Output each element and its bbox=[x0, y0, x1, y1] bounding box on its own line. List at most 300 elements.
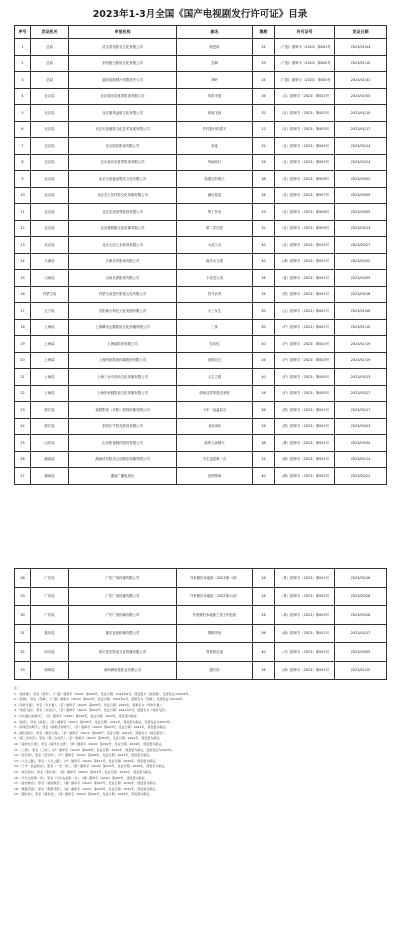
table-row bbox=[15, 72, 387, 89]
cell-index: 6 bbox=[15, 121, 31, 138]
cell-applicant: 湖南快乐阳光互动娱乐传媒有限公司 bbox=[69, 451, 177, 468]
note-line: 17.《爱的勋章》，原名《爱的勋章》，（湘）剧审字（2022）第007号，发证日期：2022年，现变更为新证。 bbox=[14, 781, 159, 786]
cell-date: 2023/01/19 bbox=[335, 336, 387, 353]
table-row bbox=[15, 204, 387, 221]
cell-index: 14 bbox=[15, 253, 31, 270]
cell-applicant: 上海三台代时尚文化传媒有限公司 bbox=[69, 369, 177, 386]
cell-applicant: 山西长源影视有限公司 bbox=[69, 270, 177, 287]
cell-license-no: （京）剧审字（2023）第009号 bbox=[275, 220, 335, 237]
cell-title: 莽岭 bbox=[177, 72, 253, 89]
cell-index: 31 bbox=[15, 624, 31, 643]
cell-applicant: 四川星空影视文化传媒有限公司 bbox=[69, 643, 177, 662]
cell-applicant: 天津乐华影视有限公司 bbox=[69, 253, 177, 270]
cell-license-no: （广剧）剧审字（2023）第003号 bbox=[275, 72, 335, 89]
cell-date: 2023/03/27 bbox=[335, 385, 387, 402]
cell-authority: 四川局 bbox=[31, 643, 69, 662]
note-line: 1.《他是谁》，原名《孤军》，（广剧）剧审字（2022）第006号，发证日期：2022年6月，现变更为《他是谁》，变更发证为2023年。 bbox=[14, 691, 192, 696]
cell-authority: 北京局 bbox=[31, 237, 69, 254]
table-row bbox=[15, 402, 387, 419]
cell-index: 4 bbox=[15, 88, 31, 105]
note-line: 12.《安乐传》，原名《安乐传》，（沪）剧审字（2021）第009号，发证日期：2021年，现变更为新证。 bbox=[14, 753, 153, 758]
cell-title: 漫长的 bbox=[177, 661, 253, 680]
cell-title: 特工任务 bbox=[177, 204, 253, 221]
cell-index: 21 bbox=[15, 369, 31, 386]
cell-index: 18 bbox=[15, 319, 31, 336]
cell-authority: 北京局 bbox=[31, 88, 69, 105]
note-line: 16.《今生也是第一次》，原名《今生也是第一次》，（湘）剧审字（2022）第003号，现变更为新证。 bbox=[14, 775, 148, 780]
cell-license-no: （广剧）剧审字（2023）第002号 bbox=[275, 55, 335, 72]
cell-date: 2023/02/24 bbox=[335, 154, 387, 171]
table-row bbox=[15, 105, 387, 122]
cell-date: 2023/03/28 bbox=[335, 587, 387, 606]
cell-date: 2023/01/17 bbox=[335, 121, 387, 138]
note-line: 10.《南洋女儿情》，原名《南洋女儿情》，（津）剧审字（2019）第002号，发证日期：2019年，现变更为新证。 bbox=[14, 741, 165, 746]
cell-license-no: （沪）剧审字（2023）第001号 bbox=[275, 319, 335, 336]
cell-date: 2023/03/09 bbox=[335, 643, 387, 662]
cell-license-no: （蒙）剧审字（2023）第001号 bbox=[275, 286, 335, 303]
cell-date: 2023/03/30 bbox=[335, 435, 387, 452]
cell-license-no: （晋）剧审字（2023）第001号 bbox=[275, 270, 335, 287]
cell-license-no: （湘）剧审字（2023）第001号 bbox=[275, 451, 335, 468]
cell-applicant: 广东广视传媒有限公司 bbox=[69, 606, 177, 625]
cell-applicant: 广东广视传媒有限公司 bbox=[69, 587, 177, 606]
cell-title: 南洋女儿情 bbox=[177, 253, 253, 270]
cell-title: 人生之路 bbox=[177, 369, 253, 386]
cell-authority: 上海局 bbox=[31, 352, 69, 369]
cell-applicant: 重庆亚视传媒有限公司 bbox=[69, 624, 177, 643]
table-row bbox=[15, 643, 387, 662]
cell-title: 三体 bbox=[177, 319, 253, 336]
cell-license-no: （川）剧审字（2023）第001号 bbox=[275, 643, 335, 662]
table-row bbox=[15, 237, 387, 254]
cell-authority: 广东局 bbox=[31, 606, 69, 625]
cell-date: 2023/03/09 bbox=[335, 187, 387, 204]
cell-authority: 深圳局 bbox=[31, 661, 69, 680]
cell-license-no: （京）剧审字（2023）第001号 bbox=[275, 88, 335, 105]
cell-license-no: （沪）剧审字（2023）第004号 bbox=[275, 369, 335, 386]
cell-index: 23 bbox=[15, 402, 31, 419]
note-line: 7.《如果还有明天》，原名《如果还有明天》，（京）剧审字（2022）第023号，发证日期：2022年，现变更为新证。 bbox=[14, 725, 169, 730]
note-line: 注： bbox=[14, 686, 21, 690]
cell-authority: 北京局 bbox=[31, 154, 69, 171]
cell-date: 2023/02/17 bbox=[335, 402, 387, 419]
cell-date: 2023/01/31 bbox=[335, 72, 387, 89]
cell-index: 10 bbox=[15, 187, 31, 204]
license-table bbox=[14, 25, 387, 485]
cell-episodes: 26 bbox=[253, 154, 275, 171]
cell-episodes: 16 bbox=[253, 385, 275, 402]
cell-title: 如果还有明天 bbox=[177, 171, 253, 188]
cell-episodes: 26 bbox=[253, 352, 275, 369]
cell-episodes: 40 bbox=[253, 369, 275, 386]
table-row bbox=[15, 303, 387, 320]
cell-episodes: 24 bbox=[253, 451, 275, 468]
note-line: 19.《漫长的》，原名《漫长的》，（深）剧审字（2022）第002号，发证日期：2022年，现变更为新证。 bbox=[14, 792, 153, 797]
cell-episodes: 32 bbox=[253, 220, 275, 237]
cell-title: 风吹半夏 bbox=[177, 88, 253, 105]
header-authority: 发证机关 bbox=[31, 26, 69, 39]
cell-title: 雾路邻里 bbox=[177, 624, 253, 643]
table-row bbox=[15, 661, 387, 680]
table-row bbox=[15, 624, 387, 643]
cell-episodes: 40 bbox=[253, 237, 275, 254]
header-date: 发证日期 bbox=[335, 26, 387, 39]
table-row bbox=[15, 435, 387, 452]
cell-title: 外来媳妇本地郎之牧子的危机 bbox=[177, 606, 253, 625]
table-row bbox=[15, 468, 387, 485]
cell-authority: 湖南局 bbox=[31, 451, 69, 468]
cell-license-no: （京）剧审字（2023）第004号 bbox=[275, 138, 335, 155]
cell-date: 2023/01/20 bbox=[335, 661, 387, 680]
cell-date: 2023/02/16 bbox=[335, 569, 387, 588]
table-row bbox=[15, 385, 387, 402]
cell-authority: 北京局 bbox=[31, 171, 69, 188]
cell-index: 13 bbox=[15, 237, 31, 254]
cell-license-no: （京）剧审字（2023）第003号 bbox=[275, 121, 335, 138]
cell-index: 22 bbox=[15, 385, 31, 402]
cell-license-no: （沪）剧审字（2023）第002号 bbox=[275, 336, 335, 353]
cell-authority: 总局 bbox=[31, 72, 69, 89]
cell-authority: 北京局 bbox=[31, 105, 69, 122]
cell-episodes: 12 bbox=[253, 121, 275, 138]
cell-title: 我的人间烟火 bbox=[177, 435, 253, 452]
cell-applicant: 上海那影视有限公司 bbox=[69, 336, 177, 353]
cell-title: 前夜 bbox=[177, 138, 253, 155]
table-row bbox=[15, 121, 387, 138]
cell-authority: 北京局 bbox=[31, 121, 69, 138]
cell-index: 2 bbox=[15, 55, 31, 72]
cell-applicant: 上海所影影视传媒股份有限公司 bbox=[69, 352, 177, 369]
note-line: 18.《雾路邻里》，原名《雾都邻里》，（渝）剧审字（2021）第003号，发证日期：2021年，现变更为新证。 bbox=[14, 786, 159, 791]
cell-authority: 总局 bbox=[31, 39, 69, 56]
table-row bbox=[15, 253, 387, 270]
cell-authority: 北京局 bbox=[31, 204, 69, 221]
cell-episodes: 30 bbox=[253, 319, 275, 336]
cell-authority: 天津局 bbox=[31, 253, 69, 270]
cell-authority: 上海局 bbox=[31, 336, 69, 353]
cell-license-no: （广剧）剧审字（2023）第001号 bbox=[275, 39, 335, 56]
cell-index: 12 bbox=[15, 220, 31, 237]
cell-license-no: （京）剧审字（2023）第007号 bbox=[275, 187, 335, 204]
cell-title: 请和这样的我恋爱吧 bbox=[177, 385, 253, 402]
cell-episodes: 36 bbox=[253, 661, 275, 680]
cell-episodes: 29 bbox=[253, 204, 275, 221]
table-row bbox=[15, 587, 387, 606]
cell-index: 16 bbox=[15, 286, 31, 303]
cell-authority: 辽宁局 bbox=[31, 303, 69, 320]
cell-license-no: （辽）剧审字（2023）第001号 bbox=[275, 303, 335, 320]
cell-title: 外来媳妇本地郎（2022第六部） bbox=[177, 587, 253, 606]
cell-applicant: 北京凯乐影视有限公司 bbox=[69, 138, 177, 155]
table-row bbox=[15, 154, 387, 171]
cell-index: 33 bbox=[15, 661, 31, 680]
cell-index: 19 bbox=[15, 336, 31, 353]
cell-authority: 北京局 bbox=[31, 220, 69, 237]
cell-title: 欢庭飞扬 bbox=[177, 105, 253, 122]
cell-applicant: 湖北电影制片有限责任公司 bbox=[69, 72, 177, 89]
cell-episodes: 34 bbox=[253, 286, 275, 303]
cell-title: 安乐传 bbox=[177, 336, 253, 353]
cell-applicant: 北京大河之水影视有限公司 bbox=[69, 237, 177, 254]
cell-date: 2023/02/17 bbox=[335, 624, 387, 643]
cell-index: 27 bbox=[15, 468, 31, 485]
cell-applicant: 东阳留白影视文化有限公司 bbox=[69, 55, 177, 72]
note-line: 2.《狂飙》，原名《狂飙》，（广剧）剧审字（2022）第010号，发证日期：2022年9月，现更名为《狂飙》，变更发证为2023年。 bbox=[14, 697, 186, 702]
cell-applicant: 上海好家剧影视文化传媒有限公司 bbox=[69, 385, 177, 402]
cell-title: 于成龙大成 bbox=[177, 270, 253, 287]
cell-authority: 上海局 bbox=[31, 385, 69, 402]
cell-license-no: （粤）剧审字（2023）第003号 bbox=[275, 606, 335, 625]
cell-title: 狂飙 bbox=[177, 55, 253, 72]
cell-title: 他是谁 bbox=[177, 39, 253, 56]
cell-title: 爱的勋章 bbox=[177, 468, 253, 485]
note-line: 3.《风吹半夏》，原名《许半夏》，（京）剧审字（2020）第005号，发证日期：2020年，现更名为《风吹半夏》。 bbox=[14, 702, 164, 707]
table-row bbox=[15, 171, 387, 188]
cell-applicant: 沈阳城大科技文化发展有限公司 bbox=[69, 303, 177, 320]
note-line: 15.《欢乐颂4》，原名《欢乐颂》，（浙）剧审字（2020）第015号，发证日期：2020年，现变更为新证。 bbox=[14, 769, 155, 774]
cell-authority: 湖南局 bbox=[31, 468, 69, 485]
note-line: 14.《十年一品温如言》，原名《一生一世》，（浙）剧审字（2019）第037号，发证日期：2019年，现更名为新证。 bbox=[14, 764, 168, 769]
cell-authority: 山东局 bbox=[31, 435, 69, 452]
table-row bbox=[15, 319, 387, 336]
cell-applicant: 北京天浩盛世娱乐文化有限公司 bbox=[69, 171, 177, 188]
table-row bbox=[15, 88, 387, 105]
table-row bbox=[15, 569, 387, 588]
cell-date: 2023/02/22 bbox=[335, 468, 387, 485]
notes-section bbox=[14, 686, 386, 798]
cell-applicant: 北京瑞风远航文化有限公司 bbox=[69, 105, 177, 122]
cell-applicant: 山东影视制作股份有限公司 bbox=[69, 435, 177, 452]
table-body bbox=[15, 39, 387, 485]
cell-index: 28 bbox=[15, 569, 31, 588]
note-line: 9.《第二次初恋》，原名《第二次初恋》，（京）剧审字（2022）第004号，发证日期：2022年，现变更为新证。 bbox=[14, 736, 163, 741]
cell-authority: 重庆局 bbox=[31, 624, 69, 643]
cell-title: 青春的足迹 bbox=[177, 643, 253, 662]
cell-date: 2023/03/27 bbox=[335, 237, 387, 254]
note-line: 5.《乡村振兴的春天》，（京）剧审字（2022）第018号，发证日期：2022年，现变更为新证。 bbox=[14, 713, 140, 718]
note-line: 8.《满目星辰》，原名《星辰大海》，（京）剧审字（2021）第006号，发证日期：2021年，现更名为《满目星辰》。 bbox=[14, 730, 167, 735]
cell-title: 大河之水 bbox=[177, 237, 253, 254]
cell-episodes: 16 bbox=[253, 587, 275, 606]
cell-applicant: 北京欢乐奕世界影视有限公司 bbox=[69, 154, 177, 171]
cell-index: 30 bbox=[15, 606, 31, 625]
cell-license-no: （京）剧审字（2023）第002号 bbox=[275, 105, 335, 122]
cell-authority: 山西局 bbox=[31, 270, 69, 287]
cell-date: 2023/01/10 bbox=[335, 319, 387, 336]
cell-license-no: （京）剧审字（2023）第008号 bbox=[275, 204, 335, 221]
cell-license-no: （粤）剧审字（2023）第001号 bbox=[275, 569, 335, 588]
table-row bbox=[15, 286, 387, 303]
cell-episodes: 26 bbox=[253, 418, 275, 435]
cell-date: 2023/03/13 bbox=[335, 220, 387, 237]
table-row bbox=[15, 418, 387, 435]
cell-date: 2023/01/06 bbox=[335, 303, 387, 320]
cell-authority: 上海局 bbox=[31, 369, 69, 386]
table-row bbox=[15, 336, 387, 353]
cell-title: 满目星辰 bbox=[177, 187, 253, 204]
cell-license-no: （京）剧审字（2023）第010号 bbox=[275, 237, 335, 254]
cell-episodes: 40 bbox=[253, 643, 275, 662]
header-applicant: 申报机构 bbox=[69, 26, 177, 39]
cell-license-no: （湘）剧审字（2023）第002号 bbox=[275, 468, 335, 485]
cell-index: 5 bbox=[15, 105, 31, 122]
cell-applicant: 广东广视传媒有限公司 bbox=[69, 569, 177, 588]
cell-license-no: （沪）剧审字（2023）第003号 bbox=[275, 352, 335, 369]
cell-license-no: （浙）剧审字（2023）第002号 bbox=[275, 418, 335, 435]
cell-date: 2023/03/13 bbox=[335, 369, 387, 386]
note-line: 4.《欢庭飞扬》，原名《乡亲们》，（京）剧审字（2021）第022号，发证日期：2021年6月，现更名为《欢庭飞扬》。 bbox=[14, 708, 169, 713]
cell-authority: 内蒙古局 bbox=[31, 286, 69, 303]
cell-title: 爱情自己 bbox=[177, 352, 253, 369]
cell-episodes: 39 bbox=[253, 55, 275, 72]
cell-episodes: 40 bbox=[253, 253, 275, 270]
cell-date: 2023/03/28 bbox=[335, 606, 387, 625]
table-row bbox=[15, 138, 387, 155]
table-row bbox=[15, 352, 387, 369]
cell-episodes: 38 bbox=[253, 435, 275, 452]
table-body bbox=[15, 569, 387, 680]
cell-applicant: 北京吾土瓦杯影文化传媒有限公司 bbox=[69, 187, 177, 204]
cell-date: 2023/01/19 bbox=[335, 352, 387, 369]
cell-episodes: 36 bbox=[253, 402, 275, 419]
cell-title: 第二次初恋 bbox=[177, 220, 253, 237]
table-row bbox=[15, 220, 387, 237]
table-header-row bbox=[15, 26, 387, 39]
cell-license-no: （沪）剧审字（2023）第005号 bbox=[275, 385, 335, 402]
header-license-no: 许可证号 bbox=[275, 26, 335, 39]
cell-episodes: 36 bbox=[253, 187, 275, 204]
cell-date: 2023/01/10 bbox=[335, 105, 387, 122]
cell-index: 32 bbox=[15, 643, 31, 662]
cell-index: 11 bbox=[15, 204, 31, 221]
cell-applicant: 内蒙古成思开影视文化有限公司 bbox=[69, 286, 177, 303]
cell-episodes: 40 bbox=[253, 336, 275, 353]
cell-license-no: （京）剧审字（2023）第005号 bbox=[275, 154, 335, 171]
cell-applicant: 武汉青苗影业文化有限公司 bbox=[69, 39, 177, 56]
cell-license-no: （深）剧审字（2023）第001号 bbox=[275, 661, 335, 680]
cell-episodes: 32 bbox=[253, 138, 275, 155]
cell-authority: 北京局 bbox=[31, 187, 69, 204]
page-gap bbox=[0, 500, 400, 568]
cell-index: 20 bbox=[15, 352, 31, 369]
cell-authority: 北京局 bbox=[31, 138, 69, 155]
table-row bbox=[15, 55, 387, 72]
cell-date: 2023/02/14 bbox=[335, 451, 387, 468]
cell-applicant: 东阳正午阳光影视有限公司 bbox=[69, 418, 177, 435]
cell-date: 2023/03/02 bbox=[335, 171, 387, 188]
cell-authority: 浙江局 bbox=[31, 418, 69, 435]
cell-episodes: 36 bbox=[253, 88, 275, 105]
cell-license-no: （粤）剧审字（2023）第002号 bbox=[275, 587, 335, 606]
cell-episodes: 30 bbox=[253, 303, 275, 320]
cell-applicant: 深圳海棠星影业有限公司 bbox=[69, 661, 177, 680]
page-title: 2023年1-3月全国《国产电视剧发行许可证》目录 bbox=[92, 9, 308, 20]
table-row bbox=[15, 270, 387, 287]
cell-date: 2023/03/09 bbox=[335, 270, 387, 287]
document-page-2 bbox=[14, 568, 386, 945]
cell-title: 风雨同行 bbox=[177, 154, 253, 171]
license-table-continued bbox=[14, 568, 387, 680]
cell-episodes: 24 bbox=[253, 39, 275, 56]
cell-date: 2023/01/05 bbox=[335, 88, 387, 105]
cell-title: 乡村振兴的春天 bbox=[177, 121, 253, 138]
cell-index: 15 bbox=[15, 270, 31, 287]
table-row bbox=[15, 606, 387, 625]
cell-applicant: 北京完美世界影视有限公司 bbox=[69, 204, 177, 221]
cell-authority: 广东局 bbox=[31, 569, 69, 588]
cell-title: 大三女生 bbox=[177, 303, 253, 320]
table-row bbox=[15, 369, 387, 386]
cell-applicant: 北京耕耕微文化传媒有限公司 bbox=[69, 220, 177, 237]
cell-title: 烈马长风 bbox=[177, 286, 253, 303]
cell-episodes: 40 bbox=[253, 468, 275, 485]
cell-authority: 上海局 bbox=[31, 319, 69, 336]
cell-index: 26 bbox=[15, 451, 31, 468]
note-line: 11.《三体》，原名《三体》，（沪）剧审字（2020）第026号，发证日期：2020年，现变更为新证，变更发证为2023年。 bbox=[14, 747, 175, 752]
cell-applicant: 欢娱影视（东阳）影视传媒有限公司 bbox=[69, 402, 177, 419]
cell-applicant: 上海腾讯企鹅影视文化传播有限公司 bbox=[69, 319, 177, 336]
cell-index: 7 bbox=[15, 138, 31, 155]
cell-episodes: 36 bbox=[253, 624, 275, 643]
cell-authority: 总局 bbox=[31, 55, 69, 72]
table-row bbox=[15, 39, 387, 56]
cell-date: 2023/01/10 bbox=[335, 55, 387, 72]
cell-license-no: （浙）剧审字（2023）第001号 bbox=[275, 402, 335, 419]
header-index: 序号 bbox=[15, 26, 31, 39]
cell-license-no: （津）剧审字（2023）第001号 bbox=[275, 253, 335, 270]
cell-applicant: 湖南广播电视台 bbox=[69, 468, 177, 485]
cell-episodes: 24 bbox=[253, 72, 275, 89]
cell-episodes: 16 bbox=[253, 606, 275, 625]
cell-index: 24 bbox=[15, 418, 31, 435]
cell-title: 十年一品温如言 bbox=[177, 402, 253, 419]
cell-index: 9 bbox=[15, 171, 31, 188]
table-row bbox=[15, 187, 387, 204]
cell-applicant: 北京欢乐奕世界影视有限公司 bbox=[69, 88, 177, 105]
cell-license-no: （鲁）剧审字（2023）第001号 bbox=[275, 435, 335, 452]
cell-authority: 广东局 bbox=[31, 587, 69, 606]
cell-index: 17 bbox=[15, 303, 31, 320]
cell-index: 8 bbox=[15, 154, 31, 171]
note-line: 6.《前夜》，原名《前夜》，（京）剧审字（2021）第035号，发证日期：2021年，现变更为新证，变更发证为2023年。 bbox=[14, 719, 173, 724]
cell-date: 2023/03/03 bbox=[335, 418, 387, 435]
cell-applicant: 北京天美盛影文化艺术发展有限公司 bbox=[69, 121, 177, 138]
cell-date: 2023/03/16 bbox=[335, 286, 387, 303]
cell-index: 25 bbox=[15, 435, 31, 452]
cell-index: 3 bbox=[15, 72, 31, 89]
cell-title: 外来媳妇本地郎（2023第一部） bbox=[177, 569, 253, 588]
cell-episodes: 38 bbox=[253, 171, 275, 188]
cell-date: 2023/02/14 bbox=[335, 138, 387, 155]
table-row bbox=[15, 451, 387, 468]
cell-episodes: 36 bbox=[253, 270, 275, 287]
cell-authority: 浙江局 bbox=[31, 402, 69, 419]
cell-episodes: 32 bbox=[253, 105, 275, 122]
cell-title: 今生也是第一次 bbox=[177, 451, 253, 468]
header-episodes: 集数 bbox=[253, 26, 275, 39]
header-title: 剧名 bbox=[177, 26, 253, 39]
cell-index: 1 bbox=[15, 39, 31, 56]
document-page-1 bbox=[14, 0, 386, 500]
cell-license-no: （渝）剧审字（2023）第001号 bbox=[275, 624, 335, 643]
cell-title: 欢乐颂4 bbox=[177, 418, 253, 435]
note-line: 13.《人生之路》，原名《人生之路》，（沪）剧审字（2022）第011号，发证日期：2022年，现变更为新证。 bbox=[14, 758, 159, 763]
cell-date: 2023/03/09 bbox=[335, 204, 387, 221]
cell-date: 2023/01/04 bbox=[335, 39, 387, 56]
cell-episodes: 16 bbox=[253, 569, 275, 588]
cell-license-no: （京）剧审字（2023）第006号 bbox=[275, 171, 335, 188]
cell-date: 2023/02/02 bbox=[335, 253, 387, 270]
